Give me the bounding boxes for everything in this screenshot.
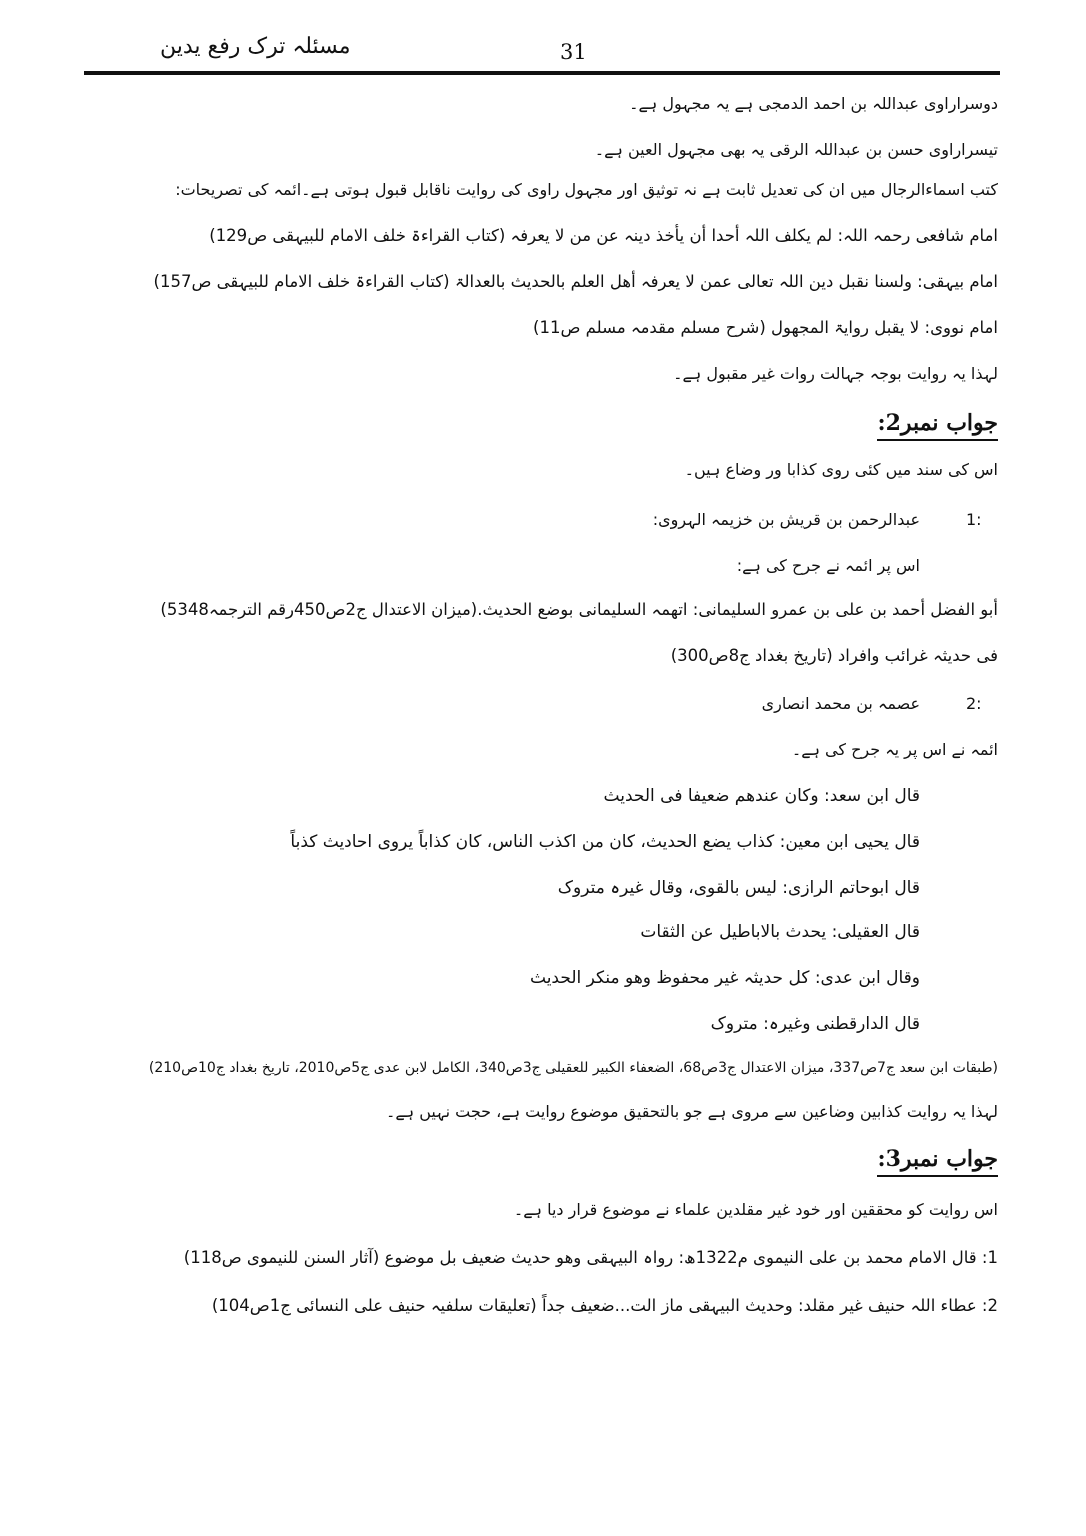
header-title: مسئلہ ترک رفع یدین — [160, 34, 351, 59]
quote-line: قال الدارقطنی وغیرہ: متروک — [710, 1014, 920, 1034]
text-line: 1: قال الامام محمد بن علی النیموی م1322ھ: رواہ البیہقی وھو حدیث ضعیف بل موضوع (آثار السنن للنیموی ص118) — [183, 1248, 998, 1267]
citation-line: (طبقات ابن سعد ج7ص337، میزان الاعتدال ج3ص68، الضعفاء الکبیر للعقیلی ج3ص340، الکامل لابن عدی ج5ص2010، تاریخ بغداد ج10ص210) — [148, 1060, 998, 1076]
text-line: ائمہ نے اس پر یہ جرح کی ہے۔ — [791, 740, 998, 759]
text-line: امام شافعی رحمہ اللہ: لم یکلف اللہ أحدا أن یأخذ دینہ عن من لا یعرفہ (کتاب القراءۃ خلف الامام للبیہقی ص129) — [209, 226, 998, 245]
text-line: اس کی سند میں کئی روی کذابا ور وضاع ہیں۔ — [684, 460, 998, 479]
quote-line: قال ابوحاتم الرازی: لیس بالقوی، وقال غیرہ متروک — [557, 878, 920, 898]
text-line: تیسراراوی حسن بن عبداللہ الرقی یہ بھی مجہول العین ہے۔ — [594, 140, 998, 159]
answer-2-heading: جواب نمبر2: — [877, 408, 998, 441]
narrator-name: عبدالرحمن بن قریش بن خزیمہ الہروی: — [652, 510, 920, 529]
text-line: امام نووی: لا یقبل روایۃ المجھول (شرح مسلم مقدمہ مسلم ص11) — [533, 318, 998, 337]
text-line: لہذا یہ روایت بوجہ جہالت روات غیر مقبول ہے۔ — [673, 364, 998, 383]
text-line: امام بیہقی: ولسنا نقبل دین اللہ تعالی عمن لا یعرفہ أھل العلم بالحدیث بالعدالۃ (کتاب القراءۃ خلف الامام للبیہقی ص157) — [153, 272, 998, 291]
item-number: 2: — [966, 694, 982, 713]
text-line: فی حدیثہ غرائب وافراد (تاریخ بغداد ج8ص300) — [670, 646, 998, 665]
quote-line: وقال ابن عدی: کل حدیثہ غیر محفوظ وھو منکر الحدیث — [530, 968, 920, 988]
text-line: أبو الفضل أحمد بن علی بن عمرو السلیمانی: اتھمہ السلیمانی بوضع الحدیث.(میزان الاعتدال ج2ص450رقم الترجمہ5348) — [160, 600, 998, 619]
quote-line: قال ابن سعد: وکان عندھم ضعیفا فی الحدیث — [603, 786, 920, 806]
text-line: لہذا یہ روایت کذابین وضاعین سے مروی ہے جو بالتحقیق موضوع روایت ہے، حجت نہیں ہے۔ — [386, 1102, 998, 1121]
answer-3-heading: جواب نمبر3: — [877, 1144, 998, 1177]
text-line: کتب اسماءالرجال میں ان کی تعدیل ثابت ہے نہ توثیق اور مجہول راوی کی روایت ناقابل قبول ہوتی ہے۔ائمہ کی تصریحات: — [175, 180, 998, 199]
text-line: 2: عطاء اللہ حنیف غیر مقلد: وحدیث البیہقی ماز الت...ضعیف جداً (تعلیقات سلفیہ حنیف علی النسائی ج1ص104) — [211, 1296, 998, 1315]
item-number: 1: — [966, 510, 982, 529]
text-line: اس روایت کو محققین اور خود غیر مقلدین علماء نے موضوع قرار دیا ہے۔ — [513, 1200, 998, 1219]
text-line: اس پر ائمہ نے جرح کی ہے: — [736, 556, 920, 575]
quote-line: قال یحیی ابن معین: کذاب یضع الحدیث، کان من اکذب الناس، کان کذاباً یروی احادیث کذباً — [290, 832, 920, 852]
page-number: 31 — [560, 40, 587, 64]
header-rule — [84, 71, 1000, 75]
narrator-name: عصمہ بن محمد انصاری — [761, 694, 920, 713]
quote-line: قال العقیلی: یحدث بالاباطیل عن الثقات — [640, 922, 920, 942]
text-line: دوسراراوی عبداللہ بن احمد الدمجی ہے یہ مجہول ہے۔ — [629, 94, 998, 113]
